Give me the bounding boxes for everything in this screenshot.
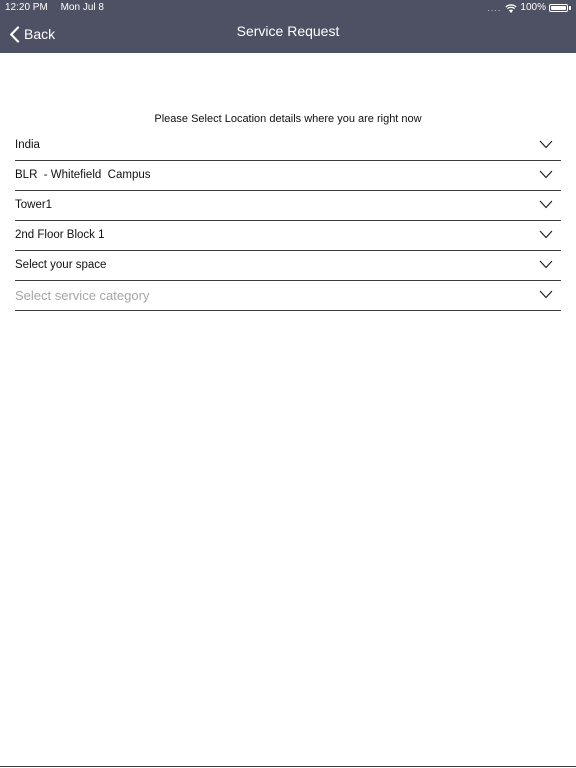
space-value: Select your space: [15, 259, 107, 271]
back-button[interactable]: [9, 24, 55, 44]
floor-value: 2nd Floor Block 1: [15, 229, 105, 241]
battery-icon: [549, 4, 568, 12]
wifi-icon: [505, 4, 517, 13]
status-right: [487, 0, 571, 16]
building-value: Tower1: [15, 199, 53, 211]
status-left: [5, 0, 104, 16]
location-instructions: Please Select Location details where you are right now: [154, 113, 422, 125]
location-dropdown-list: [15, 131, 561, 311]
country-dropdown[interactable]: [15, 131, 561, 161]
chevron-down-icon: [539, 170, 553, 179]
status-bar: [0, 0, 576, 16]
battery-fill: [551, 6, 566, 10]
campus-value: BLR - Whitefield Campus: [15, 169, 151, 181]
chevron-left-icon: [9, 26, 20, 43]
chevron-down-icon: [539, 290, 553, 299]
battery-percent: 100%: [520, 2, 546, 13]
service-category-placeholder: Select service category: [15, 288, 150, 303]
country-value: India: [15, 139, 40, 151]
status-time: 12:20 PM: [5, 2, 48, 13]
status-date: Mon Jul 8: [60, 2, 104, 13]
chevron-down-icon: [539, 140, 553, 149]
chevron-down-icon: [539, 230, 553, 239]
back-label: Back: [24, 26, 56, 42]
floor-dropdown[interactable]: [15, 221, 561, 251]
page-title: Service Request: [236, 23, 340, 39]
bottom-divider: [0, 766, 576, 767]
top-bar: [0, 0, 576, 53]
signal-indicator: ....: [487, 3, 502, 13]
battery-tip: [569, 6, 571, 10]
chevron-down-icon: [539, 200, 553, 209]
building-dropdown[interactable]: [15, 191, 561, 221]
nav-bar: [0, 16, 576, 53]
campus-dropdown[interactable]: [15, 161, 561, 191]
service-category-dropdown[interactable]: [15, 281, 561, 311]
space-dropdown[interactable]: [15, 251, 561, 281]
chevron-down-icon: [539, 260, 553, 269]
